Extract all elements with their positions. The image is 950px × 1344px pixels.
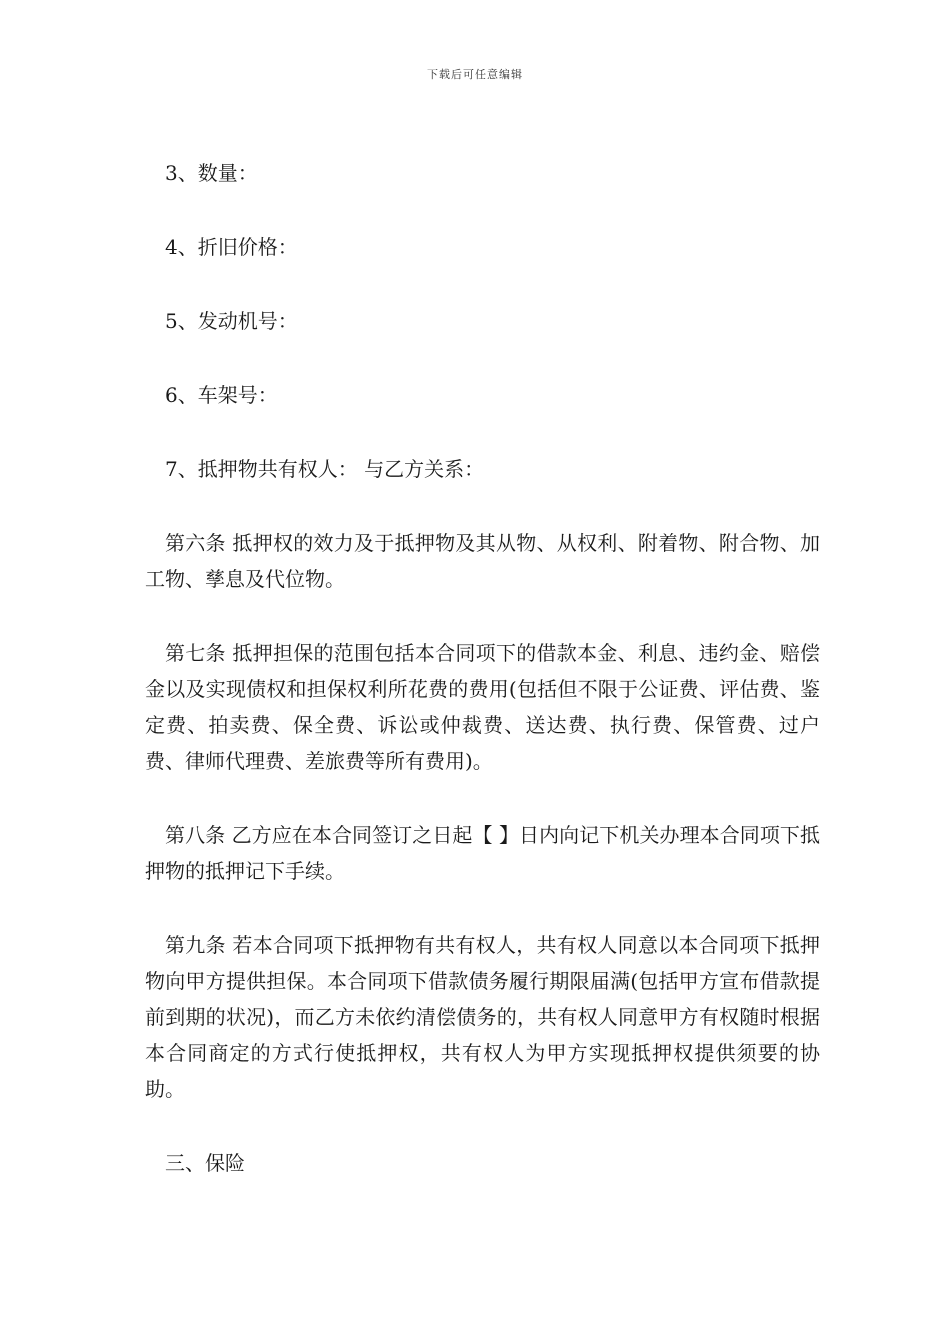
article-8: 第八条 乙方应在本合同签订之日起【 】日内向记下机关办理本合同项下抵押物的抵押记下手续。 [145, 823, 820, 883]
header-note: 下载后可任意编辑 [427, 68, 523, 81]
list-item-quantity: 3、数量： [165, 161, 258, 185]
list-item-engine-number: 5、发动机号： [165, 309, 298, 333]
list-item-co-owner: 7、抵押物共有权人： 与乙方关系： [165, 457, 485, 481]
section-heading-insurance: 三、保险 [165, 1151, 245, 1175]
document-body [145, 155, 820, 1181]
article-9: 第九条 若本合同项下抵押物有共有权人，共有权人同意以本合同项下抵押物向甲方提供担保。本合同项下借款债务履行期限届满(包括甲方宣布借款提前到期的状况)，而乙方未依约清偿债务的，共有权人同意甲方有权随时根据本合同商定的方式行使抵押权，共有权人为甲方实现抵押权提供须要的协助。 [145, 933, 820, 1101]
article-6: 第六条 抵押权的效力及于抵押物及其从物、从权利、附着物、附合物、加工物、孳息及代位物。 [145, 531, 820, 591]
list-item-depreciation-price: 4、折旧价格： [165, 235, 298, 259]
article-7: 第七条 抵押担保的范围包括本合同项下的借款本金、利息、违约金、赔偿金以及实现债权和担保权利所花费的费用(包括但不限于公证费、评估费、鉴定费、拍卖费、保全费、诉讼或仲裁费、送达费、执行费、保管费、过户费、律师代理费、差旅费等所有费用)。 [145, 641, 820, 773]
list-item-frame-number: 6、车架号： [165, 383, 278, 407]
